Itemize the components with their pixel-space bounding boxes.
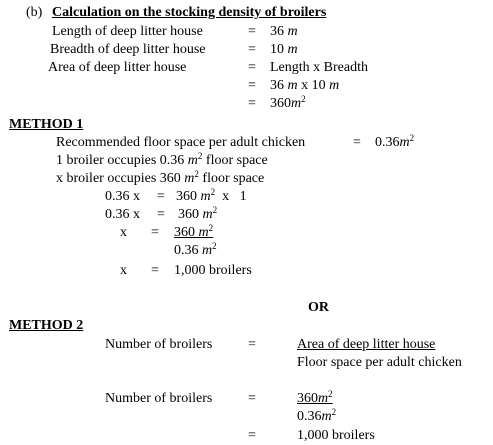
- area-result: $360m^2$: [270, 94, 306, 111]
- eq-row2-equals: =: [157, 207, 165, 222]
- method2-r2-numerator: $360m^2$: [297, 389, 333, 406]
- method2-r3-equals: =: [248, 428, 256, 443]
- eq-row1-rhs: 360 $m^2$ x 1: [176, 187, 247, 204]
- eq-row3-denominator: 0.36 $m^2$: [174, 241, 217, 258]
- section-label: (b): [26, 5, 43, 20]
- area-step2-equals: =: [248, 78, 256, 93]
- area-formula: Length x Breadth: [270, 60, 368, 75]
- eq-row4-equals: =: [151, 263, 159, 278]
- method1-line1: 1 broiler occupies 0.36 $m^2$ floor space: [56, 151, 268, 168]
- area-step2: 36 m x 10 m: [270, 78, 340, 93]
- length-equals: =: [248, 24, 256, 39]
- method2-result: 1,000 broilers: [297, 428, 375, 443]
- area-equals: =: [248, 60, 256, 75]
- eq-row1-equals: =: [157, 189, 165, 204]
- eq-row3-numerator: 360 $m^2$: [174, 223, 214, 240]
- eq-row1-lhs: 0.36 x: [105, 189, 140, 204]
- method2-r2-label: Number of broilers: [105, 391, 213, 406]
- breadth-equals: =: [248, 42, 256, 57]
- section-title: Calculation on the stocking density of broilers: [52, 5, 327, 20]
- eq-row2-rhs: 360 $m^2$: [178, 205, 218, 222]
- method2-r2-equals: =: [248, 391, 256, 406]
- method2-r1-label: Number of broilers: [105, 337, 213, 352]
- breadth-label: Breadth of deep litter house: [50, 42, 206, 57]
- method2-r2-denominator: $0.36m^2$: [297, 407, 337, 424]
- method2-r1-equals: =: [248, 337, 256, 352]
- or-label: OR: [308, 300, 329, 315]
- eq-row3-lhs: x: [120, 225, 127, 240]
- breadth-value: 10 m: [270, 42, 298, 57]
- length-label: Length of deep litter house: [52, 24, 203, 39]
- method2-r1-denominator: Floor space per adult chicken: [297, 355, 462, 370]
- eq-row3-equals: =: [151, 225, 159, 240]
- eq-row4-lhs: x: [120, 263, 127, 278]
- method1-title: METHOD 1: [9, 117, 84, 132]
- method2-title: METHOD 2: [9, 318, 84, 333]
- area-step3-equals: =: [248, 96, 256, 111]
- method2-r1-numerator: Area of deep litter house: [297, 337, 436, 352]
- area-label: Area of deep litter house: [48, 60, 187, 75]
- eq-row2-lhs: 0.36 x: [105, 207, 140, 222]
- length-value: 36 m: [270, 24, 298, 39]
- recommended-text: Recommended floor space per adult chicken: [56, 135, 306, 150]
- recommended-value: $0.36m^2$: [375, 133, 415, 150]
- method1-line2: x broiler occupies 360 $m^2$ floor space: [56, 169, 265, 186]
- recommended-equals: =: [353, 135, 361, 150]
- method1-result: 1,000 broilers: [174, 263, 252, 278]
